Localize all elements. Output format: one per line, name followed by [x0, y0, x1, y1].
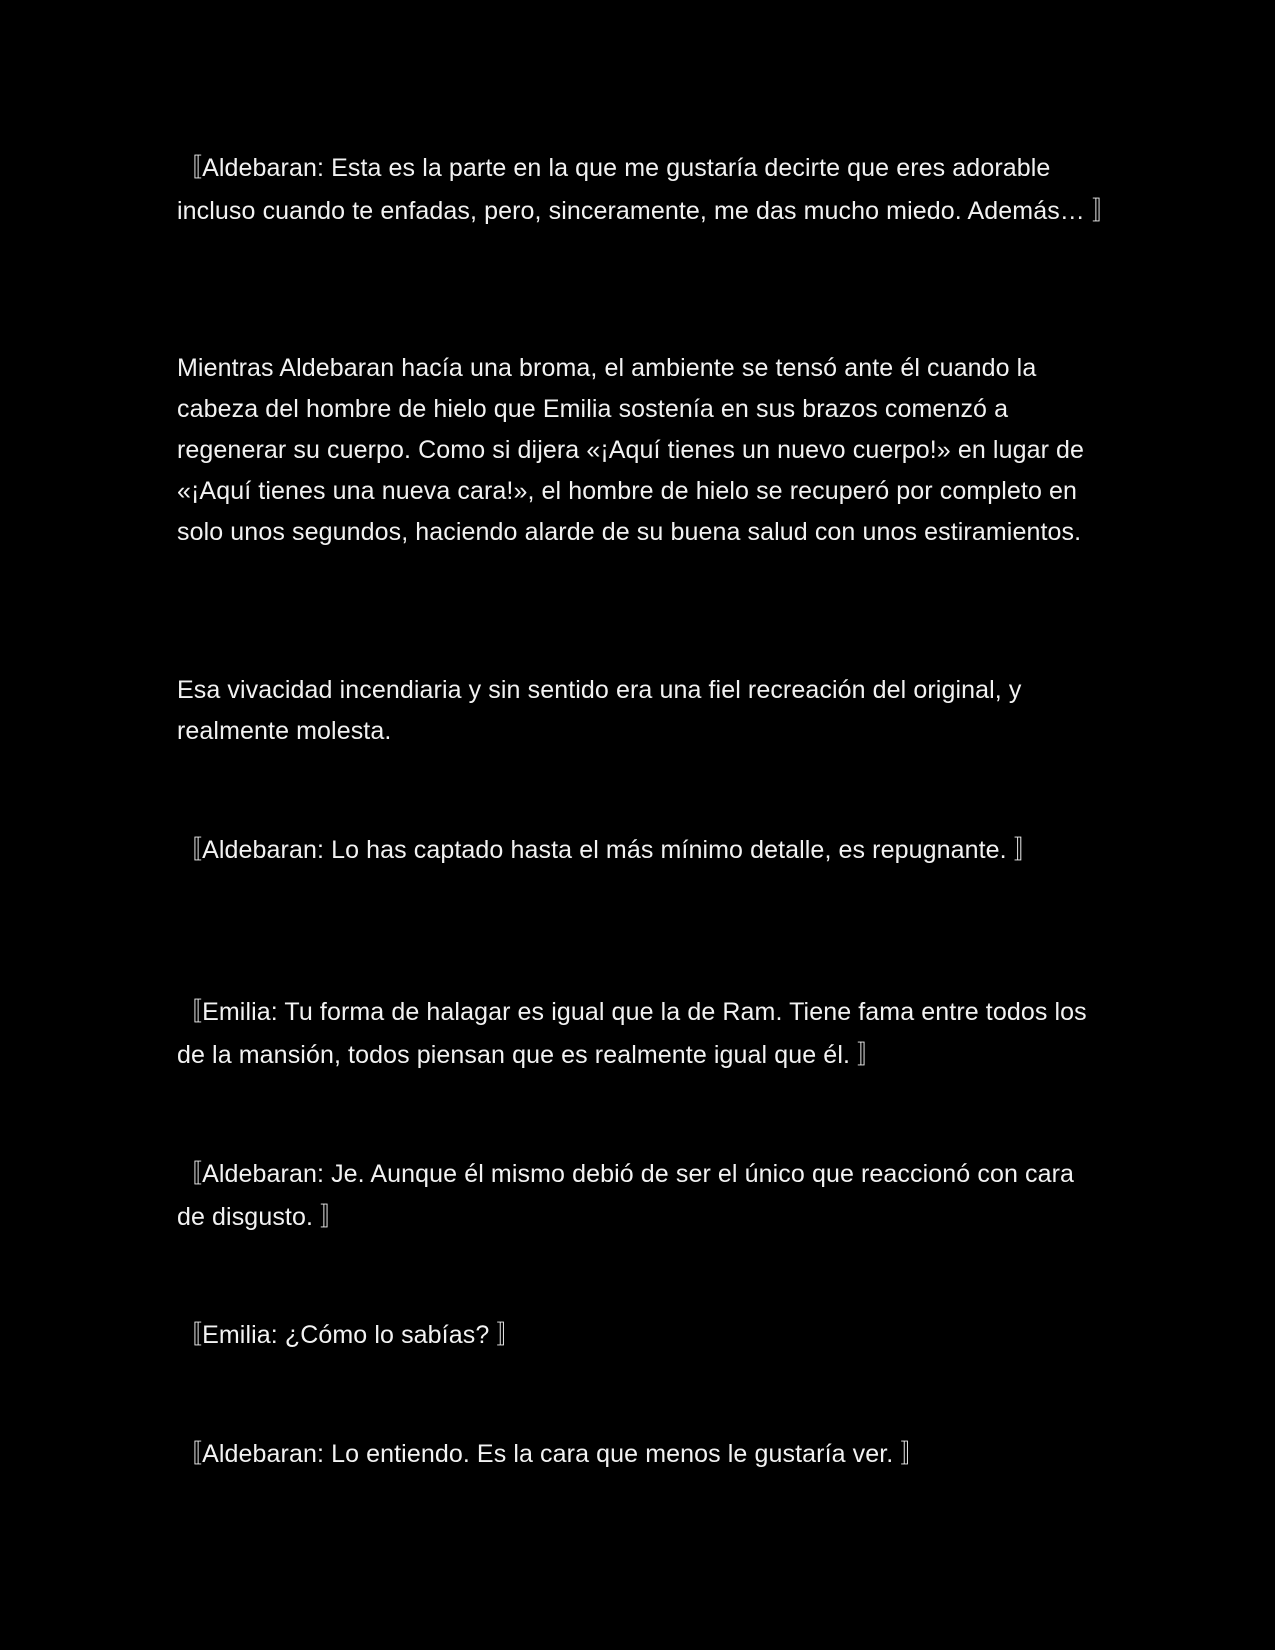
dialogue-aldebaran-1: 〚Aldebaran: Esta es la parte en la que me gustaría decirte que eres adorable incluso cuando te enfadas, pero, sinceramente, me das mucho miedo. Además… 〛	[177, 154, 1118, 225]
dialogue-emilia-2: 〚Emilia: ¿Cómo lo sabías? 〛	[177, 1321, 522, 1349]
dialogue-aldebaran-3: 〚Aldebaran: Je. Aunque él mismo debió de ser el único que reaccionó con cara de disgusto. 〛	[177, 1160, 1075, 1231]
dialogue-emilia-1: 〚Emilia: Tu forma de halagar es igual que la de Ram. Tiene fama entre todos los de la mansión, todos piensan que es realmente igual que él. 〛	[177, 998, 1087, 1069]
dialogue-aldebaran-4: 〚Aldebaran: Lo entiendo. Es la cara que menos le gustaría ver. 〛	[177, 1440, 926, 1468]
narration-paragraph-1: Mientras Aldebaran hacía una broma, el ambiente se tensó ante él cuando la cabeza del hombre de hielo que Emilia sostenía en sus brazos comenzó a regenerar su cuerpo. Como si dijera «¡Aquí tienes un nuevo cuerpo!» en lugar de «¡Aquí tienes una nueva cara!», el hombre de hielo se recuperó por completo en solo unos segundos, haciendo alarde de su buena salud con unos estiramientos.	[177, 354, 1085, 546]
dialogue-aldebaran-2: 〚Aldebaran: Lo has captado hasta el más mínimo detalle, es repugnante. 〛	[177, 836, 1039, 864]
narration-paragraph-2: Esa vivacidad incendiaria y sin sentido era una fiel recreación del original, y realmente molesta.	[177, 676, 1022, 745]
